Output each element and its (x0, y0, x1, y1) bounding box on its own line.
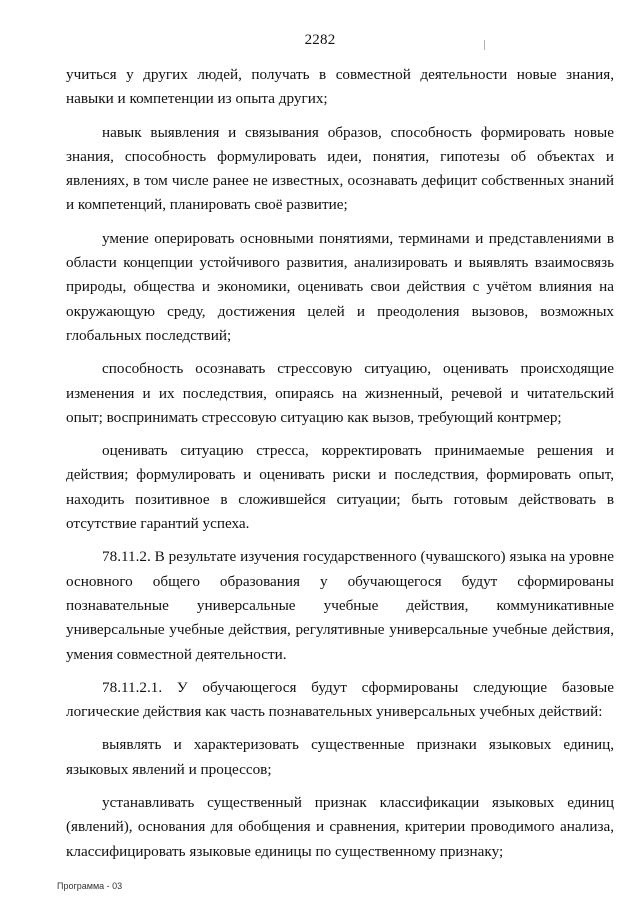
paragraph-7: 78.11.2.1. У обучающегося будут сформированы следующие базовые логические действия как часть познавательных универсальных учебных действий: (66, 678, 614, 721)
paragraph-6: 78.11.2. В результате изучения государственного (чувашского) языка на уровне основного общего образования у обучающегося будут сформированы познавательные универсальные учебные действия, коммуникативные универсальные учебные действия, регулятивные универсальные учебные действия, умения совместной деятельности. (66, 548, 614, 663)
footer-label: Программа - 03 (57, 881, 123, 891)
paragraph-8: выявлять и характеризовать существенные признаки языковых единиц, языковых явлений и процессов; (66, 736, 614, 778)
paragraph-3: умение оперировать основными понятиями, терминами и представлениями в области концепции устойчивого развития, анализировать и выявлять взаимосвязь природы, общества и экономики, оценивать свои действия с учётом влияния на окружающую среду, достижения целей и преодоления вызовов, возможных глобальных последствий; (66, 229, 614, 344)
paragraph-5: оценивать ситуацию стресса, корректировать принимаемые решения и действия; формулировать и оценивать риски и последствия, формировать опыт, находить позитивное в сложившейся ситуации; быть готовым действовать в отсутствие гарантий успеха. (66, 442, 614, 533)
document-body (66, 63, 614, 873)
paragraph-9: устанавливать существенный признак классификации языковых единиц (явлений), основания для обобщения и сравнения, критерии проводимого анализа, классифицировать языковые единицы по существенному признаку; (66, 794, 614, 860)
paragraph-2: навык выявления и связывания образов, способность формировать новые знания, способность формулировать идеи, понятия, гипотезы об объектах и явлениях, в том числе ранее не известных, осознавать дефицит собственных знаний и компетенций, планировать своё развитие; (66, 123, 614, 214)
paragraph-1: учиться у других людей, получать в совместной деятельности новые знания, навыки и компетенции из опыта других; (66, 66, 614, 108)
scan-mark (484, 40, 485, 50)
page-number: 2282 (304, 32, 336, 48)
paragraph-4: способность осознавать стрессовую ситуацию, оценивать происходящие изменения и их последствия, опираясь на жизненный, речевой и читательский опыт; воспринимать стрессовую ситуацию как вызов, требующий контрмер; (66, 360, 614, 426)
